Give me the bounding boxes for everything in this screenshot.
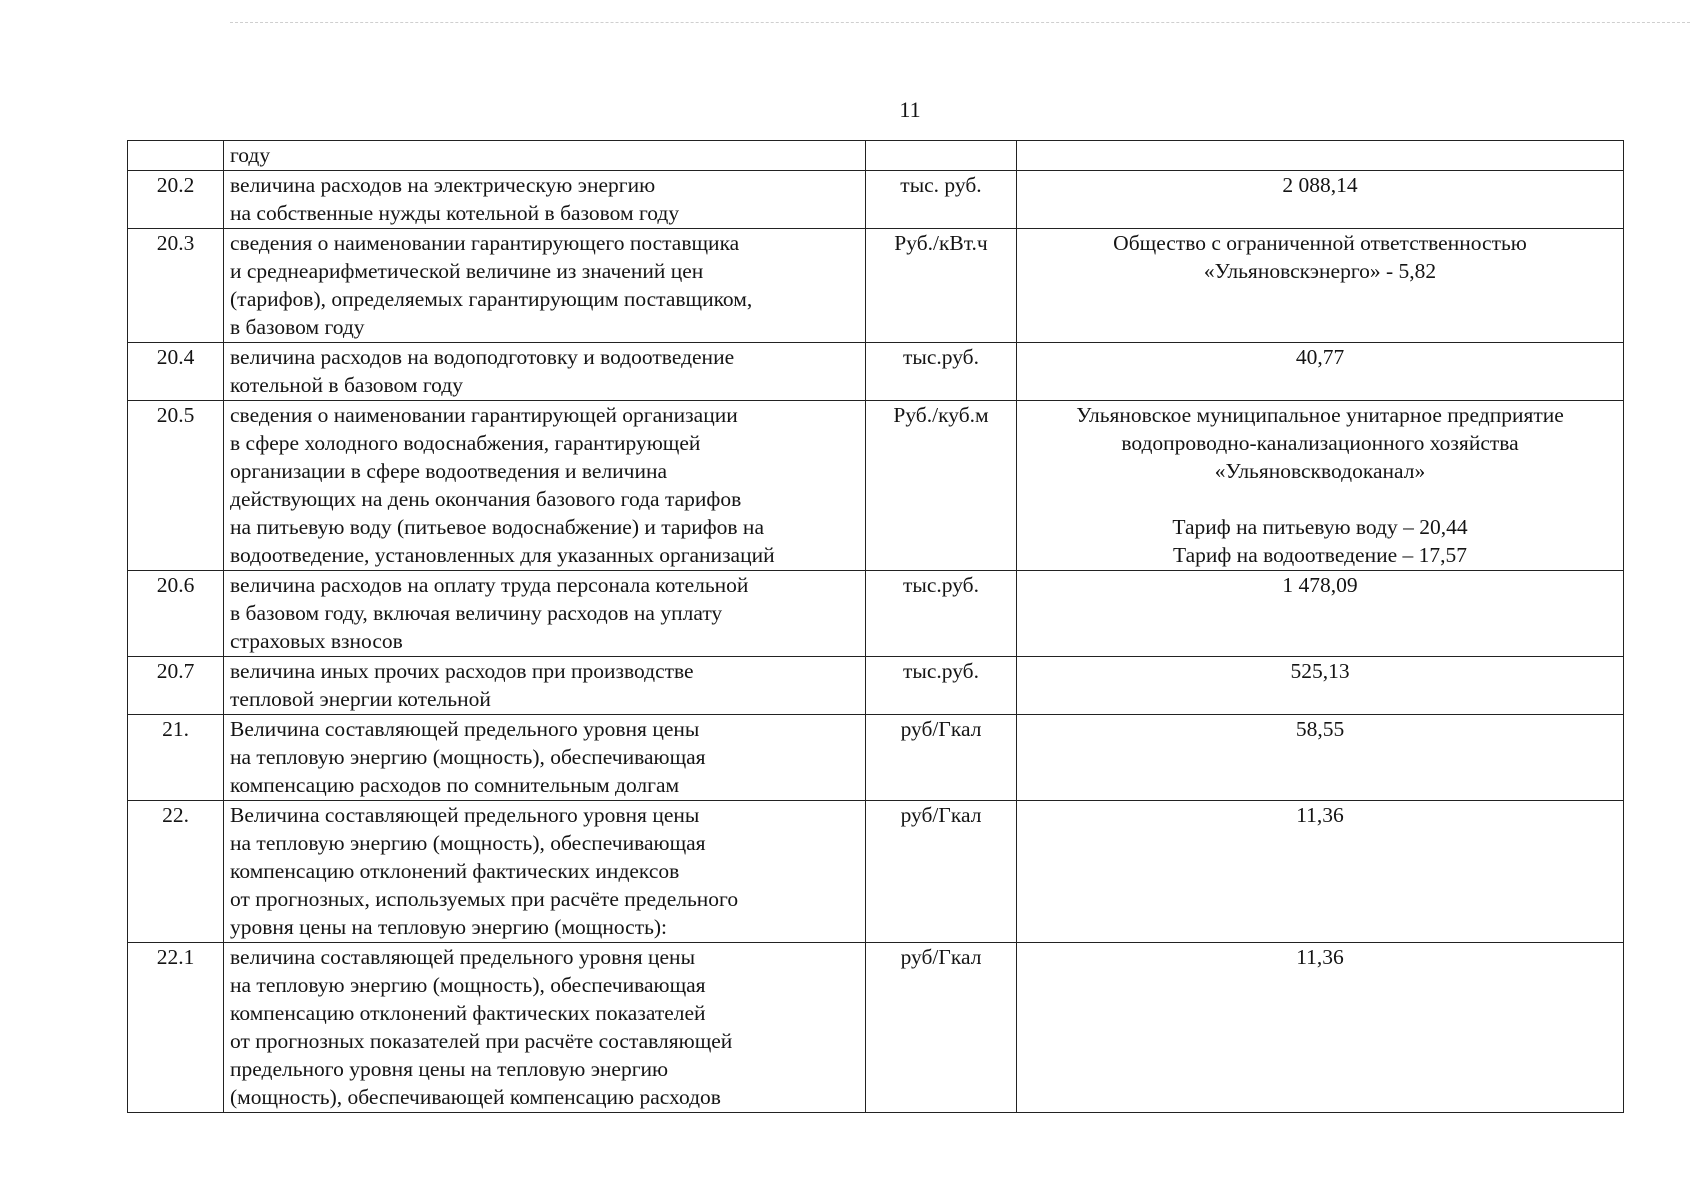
tariff-table-body <box>128 141 1624 1113</box>
row-value-cell: 2 088,14 <box>1017 171 1624 229</box>
table-row <box>128 801 1624 943</box>
row-unit-cell: тыс.руб. <box>866 343 1017 401</box>
row-unit-cell: руб/Гкал <box>866 801 1017 943</box>
row-number-cell: 20.7 <box>128 657 224 715</box>
row-number-cell: 20.6 <box>128 571 224 657</box>
table-row <box>128 343 1624 401</box>
row-unit-cell <box>866 141 1017 171</box>
table-row <box>128 401 1624 571</box>
row-value-cell: Общество с ограниченной ответственностью «Ульяновскэнерго» - 5,82 <box>1017 229 1624 343</box>
row-value-cell: 11,36 <box>1017 943 1624 1113</box>
row-description-cell: величина расходов на оплату труда персонала котельной в базовом году, включая величину расходов на уплату страховых взносов <box>224 571 866 657</box>
row-description-cell: величина составляющей предельного уровня цены на тепловую энергию (мощность), обеспечивающая компенсацию отклонений фактических показателей от прогнозных показателей при расчёте составляющей предельного уровня цены на тепловую энергию (мощность), обеспечивающей компенсацию расходов <box>224 943 866 1113</box>
table-row <box>128 943 1624 1113</box>
row-unit-cell: тыс.руб. <box>866 657 1017 715</box>
row-description-cell: Величина составляющей предельного уровня цены на тепловую энергию (мощность), обеспечивающая компенсацию расходов по сомнительным долгам <box>224 715 866 801</box>
row-number-cell: 22.1 <box>128 943 224 1113</box>
row-description-cell: величина расходов на электрическую энергию на собственные нужды котельной в базовом году <box>224 171 866 229</box>
row-unit-cell: тыс.руб. <box>866 571 1017 657</box>
row-value-cell: 525,13 <box>1017 657 1624 715</box>
table-row <box>128 571 1624 657</box>
table-row <box>128 229 1624 343</box>
table-row <box>128 657 1624 715</box>
table-row <box>128 715 1624 801</box>
row-description-cell: году <box>224 141 866 171</box>
row-description-cell: сведения о наименовании гарантирующей организации в сфере холодного водоснабжения, гарантирующей организации в сфере водоотведения и величина действующих на день окончания базового года тарифов на питьевую воду (питьевое водоснабжение) и тарифов на водоотведение, установленных для указанных организаций <box>224 401 866 571</box>
row-number-cell: 20.2 <box>128 171 224 229</box>
row-number-cell <box>128 141 224 171</box>
row-value-cell: 11,36 <box>1017 801 1624 943</box>
table-row <box>128 141 1624 171</box>
page-number: 11 <box>899 97 921 122</box>
scan-edge-line <box>230 22 1690 23</box>
row-description-cell: величина расходов на водоподготовку и водоотведение котельной в базовом году <box>224 343 866 401</box>
row-value-cell: 1 478,09 <box>1017 571 1624 657</box>
row-number-cell: 20.5 <box>128 401 224 571</box>
row-unit-cell: Руб./куб.м <box>866 401 1017 571</box>
row-number-cell: 21. <box>128 715 224 801</box>
row-value-cell: 58,55 <box>1017 715 1624 801</box>
row-value-cell: Ульяновское муниципальное унитарное предприятие водопроводно-канализационного хозяйства «Ульяновскводоканал» Тариф на питьевую воду – 20,44 Тариф на водоотведение – 17,57 <box>1017 401 1624 571</box>
row-number-cell: 22. <box>128 801 224 943</box>
row-description-cell: сведения о наименовании гарантирующего поставщика и среднеарифметической величине из значений цен (тарифов), определяемых гарантирующим поставщиком, в базовом году <box>224 229 866 343</box>
tariff-table <box>127 140 1624 1113</box>
row-description-cell: Величина составляющей предельного уровня цены на тепловую энергию (мощность), обеспечивающая компенсацию отклонений фактических индексов от прогнозных, используемых при расчёте предельного уровня цены на тепловую энергию (мощность): <box>224 801 866 943</box>
row-unit-cell: руб/Гкал <box>866 715 1017 801</box>
row-unit-cell: руб/Гкал <box>866 943 1017 1113</box>
row-value-cell: 40,77 <box>1017 343 1624 401</box>
row-unit-cell: Руб./кВт.ч <box>866 229 1017 343</box>
row-description-cell: величина иных прочих расходов при производстве тепловой энергии котельной <box>224 657 866 715</box>
row-value-cell <box>1017 141 1624 171</box>
row-number-cell: 20.3 <box>128 229 224 343</box>
table-row <box>128 171 1624 229</box>
row-unit-cell: тыс. руб. <box>866 171 1017 229</box>
row-number-cell: 20.4 <box>128 343 224 401</box>
